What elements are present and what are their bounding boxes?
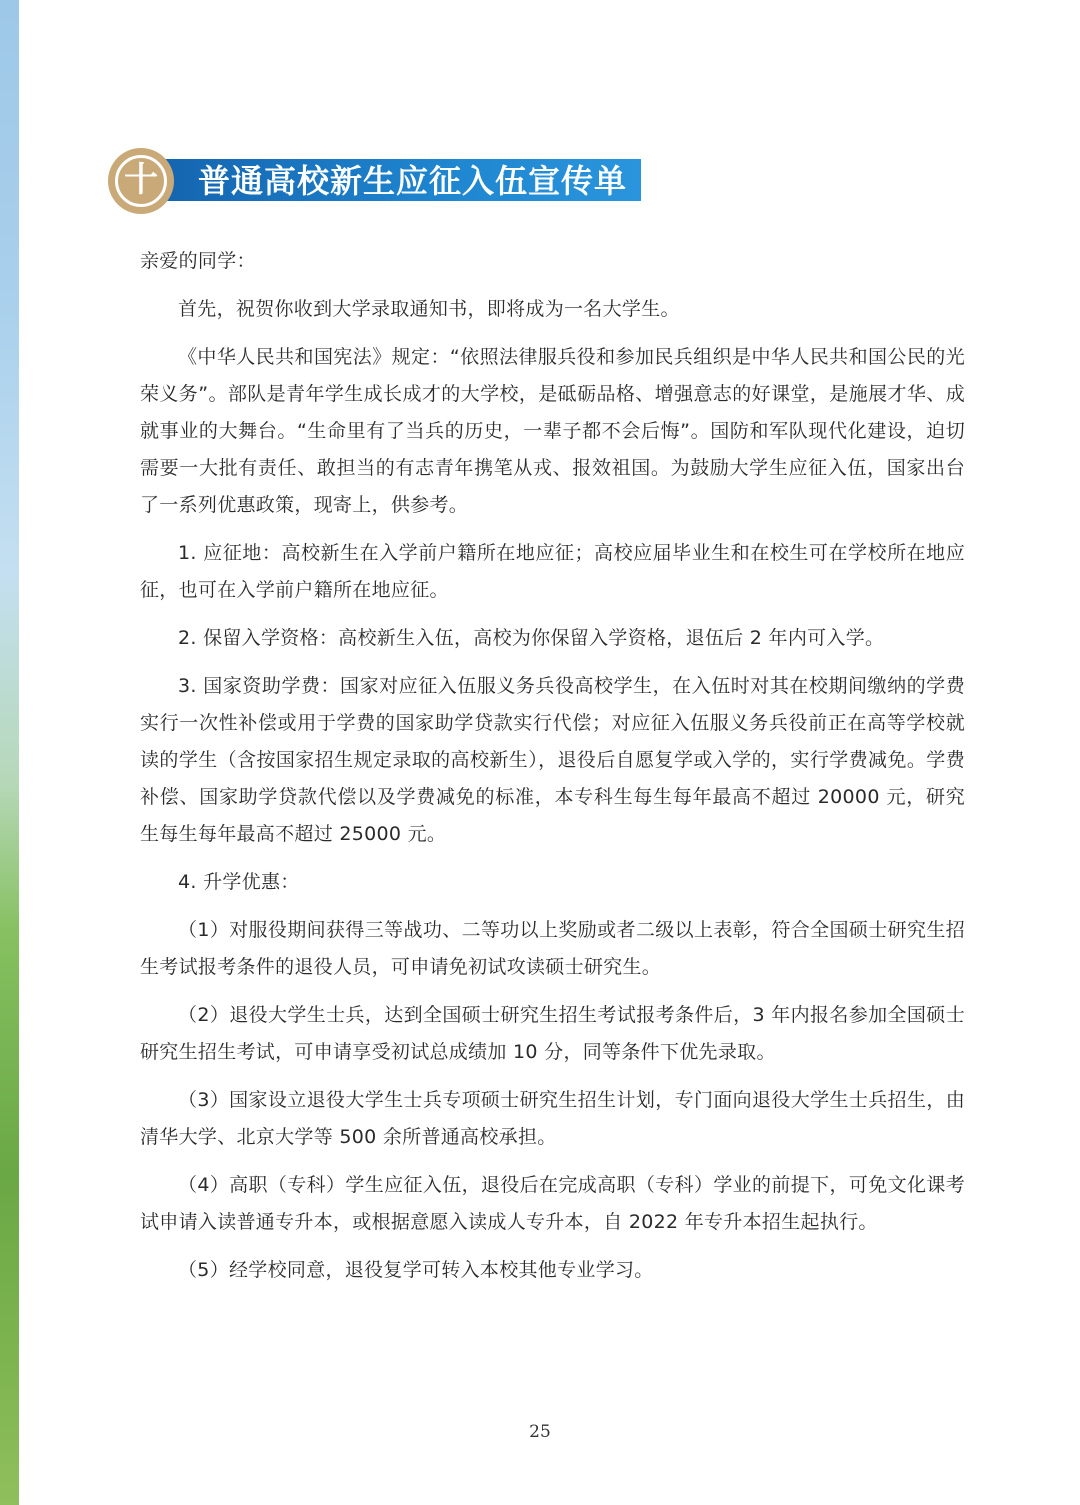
policy-item-enlistment-place: 1. 应征地：高校新生在入学前户籍所在地应征；高校应届毕业生和在校生可在学校所在地应征，也可在入学前户籍所在地应征。 — [140, 542, 965, 601]
sub-item-5: （5）经学校同意，退役复学可转入本校其他专业学习。 — [178, 1259, 654, 1281]
page-title: 普通高校新生应征入伍宣传单 — [198, 162, 628, 200]
section-number: 十 — [115, 155, 167, 207]
sub-item-2: （2）退役大学生士兵，达到全国硕士研究生招生考试报考条件后，3 年内报名参加全国硕士研究生招生考试，可申请享受初试总成绩加 10 分，同等条件下优先录取。 — [140, 1004, 965, 1063]
document-body — [140, 243, 965, 1300]
section-number-badge — [108, 148, 174, 214]
page-number: 25 — [529, 1422, 551, 1442]
sub-item-1: （1）对服役期间获得三等战功、二等功以上奖励或者二级以上表彰，符合全国硕士研究生招生考试报考条件的退役人员，可申请免初试攻读硕士研究生。 — [140, 919, 965, 978]
decorative-side-strip — [0, 0, 19, 1505]
policy-item-tuition-aid: 3. 国家资助学费：国家对应征入伍服义务兵役高校学生，在入伍时对其在校期间缴纳的学费实行一次性补偿或用于学费的国家助学贷款实行代偿；对应征入伍服义务兵役前正在高等学校就读的学生（含按国家招生规定录取的高校新生），退役后自愿复学或入学的，实行学费减免。学费补偿、国家助学贷款代偿以及学费减免的标准，本专科生每生每年最高不超过 20000 元，研究生每生每年最高不超过 25000 元。 — [140, 675, 965, 845]
section-header — [108, 148, 648, 214]
sub-item-4: （4）高职（专科）学生应征入伍，退役后在完成高职（专科）学业的前提下，可免文化课考试申请入读普通专升本，或根据意愿入读成人专升本，自 2022 年专升本招生起执行。 — [140, 1174, 965, 1233]
sub-item-3: （3）国家设立退役大学生士兵专项硕士研究生招生计划，专门面向退役大学生士兵招生，由清华大学、北京大学等 500 余所普通高校承担。 — [140, 1089, 965, 1148]
policy-item-retain-admission: 2. 保留入学资格：高校新生入伍，高校为你保留入学资格，退伍后 2 年内可入学。 — [178, 627, 885, 649]
paragraph-congrats: 首先，祝贺你收到大学录取通知书，即将成为一名大学生。 — [178, 298, 680, 320]
policy-item-further-study: 4. 升学优惠： — [178, 871, 300, 893]
paragraph-constitution: 《中华人民共和国宪法》规定：“依照法律服兵役和参加民兵组织是中华人民共和国公民的光荣义务”。部队是青年学生成长成才的大学校，是砥砺品格、增强意志的好课堂，是施展才华、成就事业的大舞台。“生命里有了当兵的历史，一辈子都不会后悔”。国防和军队现代化建设，迫切需要一大批有责任、敢担当的有志青年携笔从戎、报效祖国。为鼓励大学生应征入伍，国家出台了一系列优惠政策，现寄上，供参考。 — [140, 346, 965, 516]
greeting: 亲爱的同学： — [140, 250, 256, 272]
